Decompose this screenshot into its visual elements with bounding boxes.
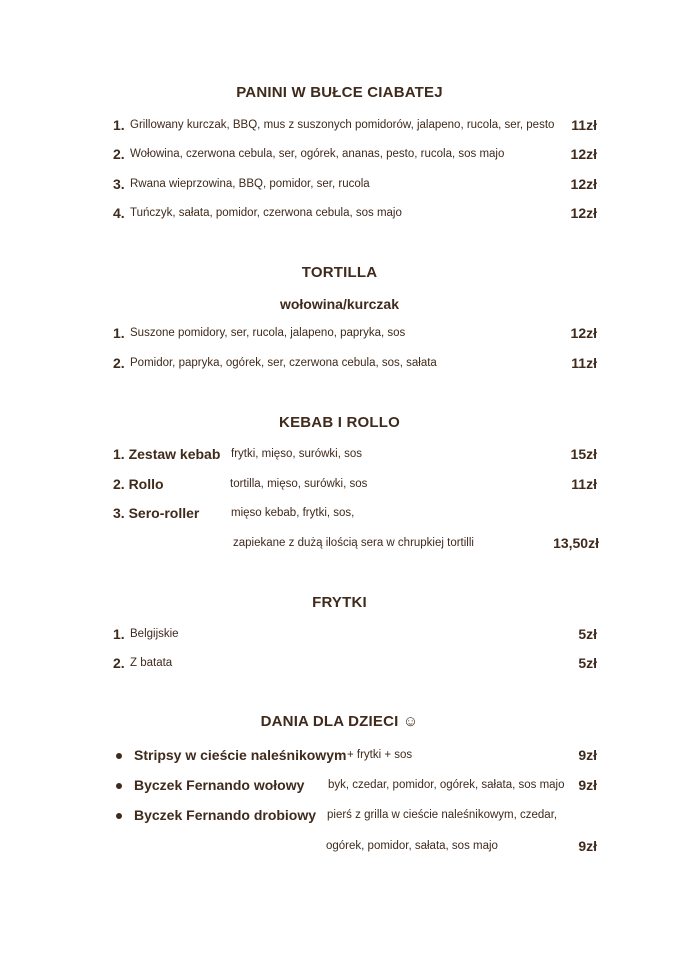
menu-item — [0, 626, 679, 646]
item-description-continued: zapiekane z dużą ilością sera w chrupkiej tortilli — [233, 537, 474, 549]
item-description: tortilla, mięso, surówki, sos — [230, 478, 368, 490]
item-description: frytki, mięso, surówki, sos — [231, 448, 362, 460]
menu-item — [0, 205, 679, 225]
item-description: Tuńczyk, sałata, pomidor, czerwona cebula, sos majo — [130, 207, 402, 219]
item-price: 12zł — [570, 176, 597, 192]
bullet-icon — [116, 783, 122, 789]
menu-item — [0, 325, 679, 345]
section-title-tortilla: TORTILLA — [301, 264, 378, 281]
section-subtitle-tortilla: wołowina/kurczak — [279, 296, 400, 312]
smiley-icon: ☺ — [402, 713, 419, 730]
item-price: 12zł — [570, 325, 597, 341]
item-price: 12zł — [570, 146, 597, 162]
bullet-icon — [116, 813, 122, 819]
section-title-text: DANIA DLA DZIECI — [260, 713, 399, 730]
menu-item — [0, 777, 679, 797]
item-name: Stripsy w cieście naleśnikowym — [134, 747, 347, 763]
item-price: 5zł — [578, 626, 597, 642]
item-name: 2. Rollo — [113, 476, 164, 492]
item-number: 3. — [113, 176, 125, 192]
item-description: Suszone pomidory, ser, rucola, jalapeno, papryka, sos — [130, 327, 406, 339]
item-price: 9zł — [578, 747, 597, 763]
item-description: Belgijskie — [130, 628, 179, 640]
item-description: byk, czedar, pomidor, ogórek, sałata, sos majo — [328, 779, 565, 791]
item-description: Z batata — [130, 657, 173, 669]
item-price: 11zł — [571, 355, 597, 371]
bullet-icon — [116, 753, 122, 759]
item-number: 2. — [113, 355, 125, 371]
section-title-panini: PANINI W BUŁCE CIABATEJ — [236, 84, 443, 101]
item-price: 13,50zł — [553, 535, 599, 551]
menu-item — [0, 655, 679, 675]
item-description-continued: ogórek, pomidor, sałata, sos majo — [326, 840, 498, 852]
item-price: 11zł — [571, 476, 597, 492]
item-description: Grillowany kurczak, BBQ, mus z suszonych pomidorów, jalapeno, rucola, ser, pesto — [130, 119, 555, 131]
section-title-kebab: KEBAB I ROLLO — [279, 414, 400, 431]
item-price: 9zł — [578, 838, 597, 854]
item-description: Wołowina, czerwona cebula, ser, ogórek, ananas, pesto, rucola, sos majo — [130, 148, 505, 160]
menu-item — [0, 446, 679, 466]
item-price: 5zł — [578, 655, 597, 671]
menu-item — [0, 747, 679, 767]
menu-item — [0, 355, 679, 375]
item-number: 1. — [113, 325, 125, 341]
menu-item-continued — [0, 838, 679, 858]
menu-item — [0, 176, 679, 196]
menu-item — [0, 807, 679, 827]
menu-item — [0, 117, 679, 137]
menu-item — [0, 505, 679, 525]
menu-item-continued — [0, 535, 679, 555]
menu-item — [0, 146, 679, 166]
item-name: 1. Zestaw kebab — [113, 446, 221, 462]
item-number: 2. — [113, 146, 125, 162]
item-description: Rwana wieprzowina, BBQ, pomidor, ser, rucola — [130, 178, 370, 190]
section-title-frytki: FRYTKI — [312, 594, 367, 611]
item-number: 2. — [113, 655, 125, 671]
item-price: 11zł — [571, 117, 597, 133]
item-number: 1. — [113, 626, 125, 642]
item-description: Pomidor, papryka, ogórek, ser, czerwona cebula, sos, sałata — [130, 357, 437, 369]
item-name: 3. Sero-roller — [113, 505, 200, 521]
menu-item — [0, 476, 679, 496]
item-description: mięso kebab, frytki, sos, — [231, 507, 355, 519]
item-description: pierś z grilla w cieście naleśnikowym, czedar, — [327, 809, 558, 821]
item-number: 1. — [113, 117, 125, 133]
item-name: Byczek Fernando drobiowy — [134, 807, 317, 823]
item-price: 9zł — [578, 777, 597, 793]
item-name: Byczek Fernando wołowy — [134, 777, 305, 793]
item-price: 12zł — [570, 205, 597, 221]
section-title-dzieci — [0, 713, 679, 730]
item-description: + frytki + sos — [347, 749, 413, 761]
item-number: 4. — [113, 205, 125, 221]
item-price: 15zł — [570, 446, 597, 462]
